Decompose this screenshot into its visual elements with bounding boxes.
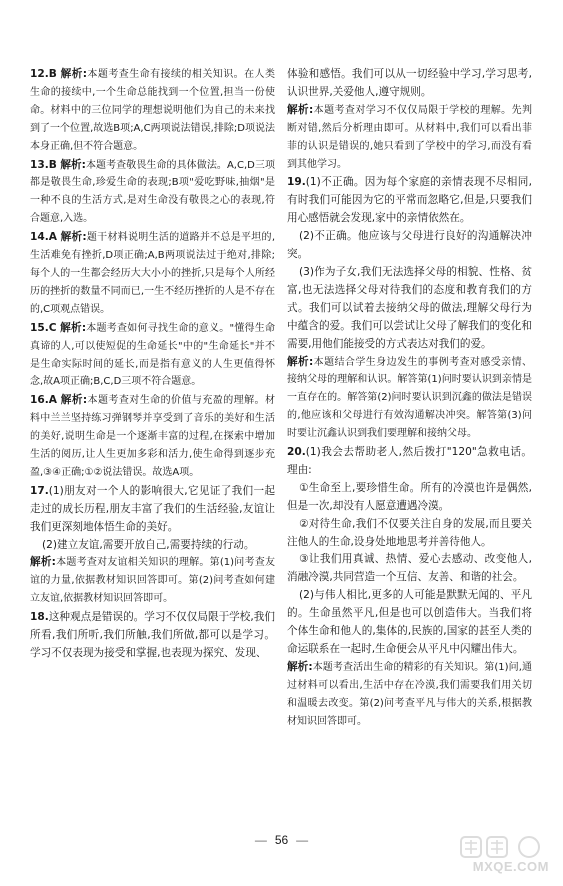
left-column xyxy=(30,66,275,664)
page-number-dash-left: — xyxy=(254,833,267,847)
watermark: MXQE.COM xyxy=(453,834,553,876)
answer-item-17: 17.(1)朋友对一个人的影响很大,它见证了我们一起走过的成长历程,朋友丰富了我们的生活经验,友谊让我们更深刻地体悟生命的美好。 (2)建立友谊,需要开放自己,需要持续的行动。 解析:本题考查对友谊相关知识的理解。第(1)问考查友谊的力量,依据教材知识回答即可。第(2)问考查如何建立友谊,依据教材知识回答即可。 xyxy=(30,484,275,605)
answer-item-15: 15.C 解析:本题考查如何寻找生命的意义。"懂得生命真谛的人,可以使短促的生命延长"中的"生命延长"并不是生命实际时间的延长,而是指有意义的人生更值得怀念,故A项正确;B,C,D三项不符合题意。 xyxy=(30,321,275,388)
answer-item-13: 13.B 解析:本题考查敬畏生命的具体做法。A,C,D三项都是敬畏生命,珍爱生命的表现;B项"爱吃野味,抽烟"是一种不良的生活方式,是对生命没有敬畏之心的表现,符合题意,入选。 xyxy=(30,158,275,225)
page-number-dash-right: — xyxy=(296,833,309,847)
answer-item-16: 16.A 解析:本题考查对生命的价值与充盈的理解。材料中兰兰坚持练习弹钢琴并享受到了音乐的美好和生活的美好,说明生命是一个逐渐丰富的过程,在探索中增加生活的阅历,让人生更加多彩和活力,使生命得到逐步充盈,③④正确;①②说法错误。故选A项。 xyxy=(30,394,275,478)
answer-item-19: 19.(1)不正确。因为每个家庭的亲情表现不尽相同,有时我们可能因为它的平常而忽略它,但是,只要我们用心感悟就会发现,家中的亲情依然在。 (2)不正确。他应该与父母进行良好的沟通解决冲突。 (3)作为子女,我们无法选择父母的相貌、性格、贫富,也无法选择父母对待我们的态度和教育我们的方式。我们可以试着去接纳父母的做法,理解父母行为中蕴含的爱。我们可以尝试让父母了解我们的变化和需要,用他们能接受的方式表达对我们的爱。 解析:本题结合学生身边发生的事例考查对感受亲情、接纳父母的理解和认识。解答第(1)问时要认识到亲情是一直存在的。解答第(2)问时要认识到沉鑫的做法是错误的,他应该和父母进行有效沟通解决冲突。解答第(3)问时要让沉鑫认识到我们要理解和接纳父母。 xyxy=(287,176,532,440)
page-number: — 56 — xyxy=(254,833,309,847)
answer-item-18-cont: 体验和感悟。我们可以从一切经验中学习,学习思考,认识世界,关爱他人,遵守规则。 解析:本题考查对学习不仅仅局限于学校的理解。先判断对错,然后分析理由即可。从材料中,我们可以看出菲菲的认识是错误的,她只看到了学校中的学习,而没有看到其他学习。 xyxy=(287,68,532,170)
answer-item-14: 14.A 解析:题干材料说明生活的道路并不总是平坦的,生活难免有挫折,D项正确;A,B两项说法过于绝对,排除;每个人的一生都会经历大大小小的挫折,只是每个人所经历的挫折的数量不同而已,一生不经历挫折的人是不存在的,C项观点错误。 xyxy=(30,231,275,315)
answer-item-18: 18.这种观点是错误的。学习不仅仅局限于学校,我们所看,我们所听,我们所触,我们所做,都可以是学习。学习不仅表现为接受和掌握,也表现为探究、发现、 xyxy=(30,611,275,659)
right-column xyxy=(287,66,532,732)
answer-item-20: 20.(1)我会去帮助老人,然后拨打"120"急救电话。理由: ①生命至上,要珍惜生命。所有的冷漠也许是偶然,但是一次,却没有人愿意遭遇冷漠。 ②对待生命,我们不仅要关注自身的发展,而且要关注他人的生命,设身处地地思考并善待他人。 ③让我们用真诚、热情、爱心去感动、改变他人,消融冷漠,共同营造一个互信、友善、和谐的社会。 (2)与伟人相比,更多的人可能是默默无闻的、平凡的。生命虽然平凡,但是也可以创造伟大。当我们将个体生命和他人的,集体的,民族的,国家的甚至人类的命运联系在一起时,生命便会从平凡中闪耀出伟大。 解析:本题考查活出生命的精彩的有关知识。第(1)问,通过材料可以看出,生活中存在冷漠,我们需要我们用关切和温暖去改变。第(2)问考查平凡与伟大的关系,根据教材知识回答即可。 xyxy=(287,446,532,727)
answer-item-12: 12.B 解析:本题考查生命有接续的相关知识。在人类生命的接续中,一个生命总能找到一个位置,担当一份使命。材料中的三位同学的理想说明他们为自己的未来找到了一个位置,故选B项;A,C两项说法错误,排除;D项说法本身正确,但不符合题意。 xyxy=(30,68,275,152)
